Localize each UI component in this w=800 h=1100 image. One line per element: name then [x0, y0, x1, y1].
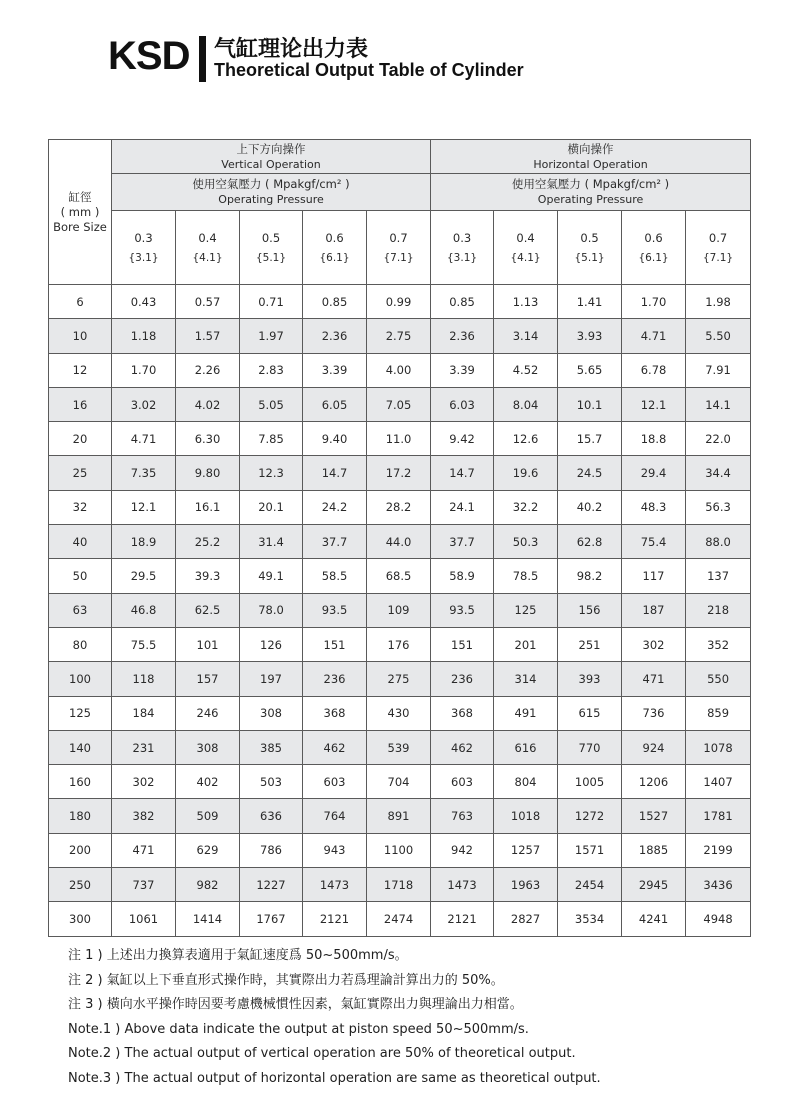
vertical-output-cell: 1227 — [240, 868, 303, 902]
horizontal-output-cell: 56.3 — [686, 490, 751, 524]
vertical-output-cell: 509 — [176, 799, 240, 833]
horizontal-output-cell: 58.9 — [431, 559, 494, 593]
horizontal-output-cell: 32.2 — [494, 490, 558, 524]
pressure-kgf: {3.1} — [447, 251, 478, 264]
horizontal-output-cell: 14.1 — [686, 387, 751, 421]
horizontal-output-cell: 4.71 — [622, 319, 686, 353]
table-row — [49, 593, 751, 627]
horizontal-output-cell: 3.39 — [431, 353, 494, 387]
vertical-output-cell: 20.1 — [240, 490, 303, 524]
horizontal-output-cell: 6.78 — [622, 353, 686, 387]
vertical-output-cell: 12.3 — [240, 456, 303, 490]
vertical-output-cell: 402 — [176, 765, 240, 799]
bore-size-cell: 6 — [49, 285, 112, 319]
pressure-mpa: 0.5 — [580, 230, 599, 245]
pressure-header-cell — [303, 211, 367, 285]
vertical-output-cell: 118 — [112, 662, 176, 696]
vertical-output-cell: 462 — [303, 730, 367, 764]
horizontal-output-cell: 1963 — [494, 868, 558, 902]
note-1-en: Note.1 ) Above data indicate the output at piston speed 50~500mm/s. — [68, 1021, 529, 1037]
pressure-header-cell — [367, 211, 431, 285]
table-row — [49, 765, 751, 799]
horizontal-output-cell: 48.3 — [622, 490, 686, 524]
vertical-output-cell: 6.05 — [303, 387, 367, 421]
horizontal-output-cell: 2454 — [558, 868, 622, 902]
horizontal-output-cell: 3.93 — [558, 319, 622, 353]
bore-size-cell: 100 — [49, 662, 112, 696]
table-row — [49, 456, 751, 490]
vertical-output-cell: 78.0 — [240, 593, 303, 627]
vertical-output-cell: 12.1 — [112, 490, 176, 524]
bore-size-cell: 63 — [49, 593, 112, 627]
horizontal-output-cell: 1078 — [686, 730, 751, 764]
vertical-output-cell: 44.0 — [367, 525, 431, 559]
bore-size-cell: 32 — [49, 490, 112, 524]
vertical-output-cell: 982 — [176, 868, 240, 902]
pressure-mpa: 0.4 — [198, 230, 217, 245]
pressure-mpa: 0.3 — [134, 230, 153, 245]
vertical-output-cell: 231 — [112, 730, 176, 764]
vertical-output-cell: 109 — [367, 593, 431, 627]
horizontal-output-cell: 3.14 — [494, 319, 558, 353]
horizontal-output-cell: 10.1 — [558, 387, 622, 421]
note-1-cn: 注 1 ) 上述出力換算表適用于氣缸速度爲 50~500mm/s。 — [68, 948, 408, 963]
bore-size-cell: 10 — [49, 319, 112, 353]
vertical-output-cell: 3.02 — [112, 387, 176, 421]
vertical-output-cell: 1.18 — [112, 319, 176, 353]
vertical-output-cell: 2121 — [303, 902, 367, 936]
vertical-output-cell: 385 — [240, 730, 303, 764]
vertical-output-cell: 0.85 — [303, 285, 367, 319]
bore-size-cell: 80 — [49, 627, 112, 661]
horizontal-output-cell: 236 — [431, 662, 494, 696]
horizontal-output-cell: 3534 — [558, 902, 622, 936]
vertical-output-cell: 382 — [112, 799, 176, 833]
vertical-output-cell: 1.70 — [112, 353, 176, 387]
horizontal-output-cell: 201 — [494, 627, 558, 661]
horizontal-output-cell: 352 — [686, 627, 751, 661]
bore-size-cell: 250 — [49, 868, 112, 902]
table-row — [49, 490, 751, 524]
pressure-header-cell — [431, 211, 494, 285]
vertical-output-cell: 7.85 — [240, 422, 303, 456]
vertical-output-cell: 62.5 — [176, 593, 240, 627]
table-row — [49, 868, 751, 902]
vertical-output-cell: 471 — [112, 833, 176, 867]
vertical-output-cell: 1473 — [303, 868, 367, 902]
vertical-output-cell: 11.0 — [367, 422, 431, 456]
vertical-output-cell: 6.30 — [176, 422, 240, 456]
vertical-output-cell: 786 — [240, 833, 303, 867]
vertical-output-cell: 2.26 — [176, 353, 240, 387]
horizontal-output-cell: 1.41 — [558, 285, 622, 319]
horizontal-output-cell: 462 — [431, 730, 494, 764]
vertical-output-cell: 9.40 — [303, 422, 367, 456]
horizontal-output-cell: 0.85 — [431, 285, 494, 319]
vertical-output-cell: 1061 — [112, 902, 176, 936]
vertical-output-cell: 1100 — [367, 833, 431, 867]
bore-size-cell: 180 — [49, 799, 112, 833]
bore-size-cell: 25 — [49, 456, 112, 490]
vertical-output-cell: 101 — [176, 627, 240, 661]
vertical-output-cell: 1767 — [240, 902, 303, 936]
horizontal-output-cell: 29.4 — [622, 456, 686, 490]
horizontal-output-cell: 1018 — [494, 799, 558, 833]
horizontal-output-cell: 603 — [431, 765, 494, 799]
vertical-pressure-cn: 使用空氣壓力 ( Mpakgf/cm² ) — [192, 177, 350, 191]
horizontal-output-cell: 393 — [558, 662, 622, 696]
vertical-output-cell: 636 — [240, 799, 303, 833]
vertical-title-cn: 上下方向操作 — [236, 141, 306, 156]
horizontal-output-cell: 2199 — [686, 833, 751, 867]
horizontal-output-cell: 2121 — [431, 902, 494, 936]
horizontal-output-cell: 804 — [494, 765, 558, 799]
vertical-output-cell: 2.36 — [303, 319, 367, 353]
bore-size-cell: 20 — [49, 422, 112, 456]
vertical-output-cell: 246 — [176, 696, 240, 730]
bore-header-unit: ( mm ) — [60, 204, 100, 219]
note-2-cn: 注 2 ) 氣缸以上下垂直形式操作時，其實際出力若爲理論計算出力的 50%。 — [68, 972, 504, 988]
note-2-en: Note.2 ) The actual output of vertical operation are 50% of theoretical output. — [68, 1046, 576, 1061]
vertical-output-cell: 2474 — [367, 902, 431, 936]
vertical-operation-header — [112, 140, 431, 174]
horizontal-output-cell: 770 — [558, 730, 622, 764]
horizontal-output-cell: 2827 — [494, 902, 558, 936]
vertical-output-cell: 1.97 — [240, 319, 303, 353]
horizontal-output-cell: 4.52 — [494, 353, 558, 387]
pressure-header-cell — [622, 211, 686, 285]
vertical-output-cell: 197 — [240, 662, 303, 696]
horizontal-output-cell: 4948 — [686, 902, 751, 936]
horizontal-output-cell: 1407 — [686, 765, 751, 799]
vertical-output-cell: 368 — [303, 696, 367, 730]
horizontal-output-cell: 2945 — [622, 868, 686, 902]
pressure-kgf: {3.1} — [128, 251, 159, 264]
horizontal-output-cell: 93.5 — [431, 593, 494, 627]
horizontal-output-cell: 491 — [494, 696, 558, 730]
pressure-mpa: 0.6 — [644, 230, 663, 245]
horizontal-output-cell: 615 — [558, 696, 622, 730]
horizontal-output-cell: 3436 — [686, 868, 751, 902]
horizontal-output-cell: 98.2 — [558, 559, 622, 593]
vertical-output-cell: 18.9 — [112, 525, 176, 559]
horizontal-output-cell: 1206 — [622, 765, 686, 799]
horizontal-output-cell: 125 — [494, 593, 558, 627]
vertical-output-cell: 7.05 — [367, 387, 431, 421]
vertical-output-cell: 31.4 — [240, 525, 303, 559]
vertical-output-cell: 4.00 — [367, 353, 431, 387]
horizontal-pressure-cn: 使用空氣壓力 ( Mpakgf/cm² ) — [511, 177, 670, 191]
horizontal-output-cell: 37.7 — [431, 525, 494, 559]
horizontal-output-cell: 14.7 — [431, 456, 494, 490]
vertical-pressure-header — [112, 174, 431, 211]
horizontal-output-cell: 4241 — [622, 902, 686, 936]
horizontal-output-cell: 1.98 — [686, 285, 751, 319]
vertical-output-cell: 184 — [112, 696, 176, 730]
pressure-header-cell — [240, 211, 303, 285]
vertical-output-cell: 49.1 — [240, 559, 303, 593]
horizontal-output-cell: 1.70 — [622, 285, 686, 319]
horizontal-output-cell: 18.8 — [622, 422, 686, 456]
vertical-output-cell: 126 — [240, 627, 303, 661]
horizontal-output-cell: 1571 — [558, 833, 622, 867]
horizontal-pressure-en: Operating Pressure — [537, 193, 644, 206]
note-3-cn: 注 3 ) 橫向水平操作時因要考慮機械慣性因素，氣缸實際出力與理論出力相當。 — [68, 997, 523, 1012]
horizontal-output-cell: 6.03 — [431, 387, 494, 421]
vertical-output-cell: 2.83 — [240, 353, 303, 387]
horizontal-output-cell: 117 — [622, 559, 686, 593]
table-row — [49, 422, 751, 456]
pressure-mpa: 0.4 — [516, 230, 535, 245]
table-row — [49, 799, 751, 833]
vertical-pressure-en: Operating Pressure — [218, 193, 324, 206]
horizontal-output-cell: 8.04 — [494, 387, 558, 421]
horizontal-output-cell: 40.2 — [558, 490, 622, 524]
vertical-output-cell: 1414 — [176, 902, 240, 936]
horizontal-output-cell: 62.8 — [558, 525, 622, 559]
vertical-output-cell: 704 — [367, 765, 431, 799]
horizontal-output-cell: 924 — [622, 730, 686, 764]
horizontal-output-cell: 1473 — [431, 868, 494, 902]
pressure-kgf: {7.1} — [383, 251, 414, 264]
pressure-mpa: 0.3 — [452, 230, 472, 245]
pressure-kgf: {4.1} — [510, 251, 541, 264]
vertical-output-cell: 430 — [367, 696, 431, 730]
bore-header-en: Bore Size — [53, 219, 107, 234]
horizontal-output-cell: 24.5 — [558, 456, 622, 490]
horizontal-output-cell: 5.50 — [686, 319, 751, 353]
horizontal-output-cell: 15.7 — [558, 422, 622, 456]
horizontal-output-cell: 2.36 — [431, 319, 494, 353]
horizontal-output-cell: 7.91 — [686, 353, 751, 387]
vertical-output-cell: 236 — [303, 662, 367, 696]
pressure-header-cell — [112, 211, 176, 285]
horizontal-output-cell: 9.42 — [431, 422, 494, 456]
table-row — [49, 353, 751, 387]
horizontal-output-cell: 19.6 — [494, 456, 558, 490]
pressure-mpa: 0.5 — [261, 230, 281, 245]
horizontal-output-cell: 302 — [622, 627, 686, 661]
horizontal-pressure-header — [431, 174, 751, 211]
bore-size-header — [49, 140, 112, 285]
horizontal-output-cell: 5.65 — [558, 353, 622, 387]
vertical-output-cell: 943 — [303, 833, 367, 867]
horizontal-output-cell: 1005 — [558, 765, 622, 799]
table-row — [49, 559, 751, 593]
vertical-output-cell: 539 — [367, 730, 431, 764]
horizontal-output-cell: 78.5 — [494, 559, 558, 593]
brand-logo: KSD — [108, 34, 190, 78]
horizontal-output-cell: 763 — [431, 799, 494, 833]
vertical-output-cell: 629 — [176, 833, 240, 867]
horizontal-output-cell: 151 — [431, 627, 494, 661]
horizontal-output-cell: 50.3 — [494, 525, 558, 559]
note-3-en: Note.3 ) The actual output of horizontal operation are same as theoretical output. — [68, 1070, 601, 1086]
horizontal-output-cell: 1.13 — [494, 285, 558, 319]
title-divider-bar — [199, 36, 206, 82]
vertical-title-en: Vertical Operation — [221, 157, 321, 171]
horizontal-output-cell: 12.6 — [494, 422, 558, 456]
pressure-header-cell — [558, 211, 622, 285]
horizontal-output-cell: 34.4 — [686, 456, 751, 490]
pressure-header-cell — [494, 211, 558, 285]
horizontal-output-cell: 22.0 — [686, 422, 751, 456]
pressure-mpa: 0.7 — [708, 230, 728, 245]
horizontal-output-cell: 156 — [558, 593, 622, 627]
horizontal-output-cell: 368 — [431, 696, 494, 730]
vertical-output-cell: 0.71 — [240, 285, 303, 319]
vertical-output-cell: 1718 — [367, 868, 431, 902]
bore-header-cn: 缸徑 — [68, 189, 92, 204]
horizontal-output-cell: 616 — [494, 730, 558, 764]
vertical-output-cell: 39.3 — [176, 559, 240, 593]
table-row — [49, 833, 751, 867]
horizontal-title-cn: 横向操作 — [567, 141, 614, 156]
bore-size-cell: 300 — [49, 902, 112, 936]
vertical-output-cell: 58.5 — [303, 559, 367, 593]
vertical-output-cell: 25.2 — [176, 525, 240, 559]
vertical-output-cell: 9.80 — [176, 456, 240, 490]
bore-size-cell: 140 — [49, 730, 112, 764]
table-row — [49, 662, 751, 696]
vertical-output-cell: 29.5 — [112, 559, 176, 593]
vertical-output-cell: 0.99 — [367, 285, 431, 319]
pressure-kgf: {4.1} — [192, 251, 223, 264]
table-row — [49, 696, 751, 730]
page-title-en: Theoretical Output Table of Cylinder — [214, 60, 524, 80]
vertical-output-cell: 14.7 — [303, 456, 367, 490]
table-row — [49, 387, 751, 421]
notes-section — [68, 944, 768, 1091]
bore-size-cell: 50 — [49, 559, 112, 593]
horizontal-output-cell: 1781 — [686, 799, 751, 833]
vertical-output-cell: 176 — [367, 627, 431, 661]
horizontal-output-cell: 736 — [622, 696, 686, 730]
vertical-output-cell: 7.35 — [112, 456, 176, 490]
vertical-output-cell: 603 — [303, 765, 367, 799]
horizontal-output-cell: 88.0 — [686, 525, 751, 559]
horizontal-output-cell: 218 — [686, 593, 751, 627]
horizontal-output-cell: 859 — [686, 696, 751, 730]
bore-size-cell: 125 — [49, 696, 112, 730]
horizontal-output-cell: 471 — [622, 662, 686, 696]
vertical-output-cell: 2.75 — [367, 319, 431, 353]
vertical-output-cell: 3.39 — [303, 353, 367, 387]
vertical-output-cell: 302 — [112, 765, 176, 799]
horizontal-output-cell: 550 — [686, 662, 751, 696]
pressure-header-cell — [176, 211, 240, 285]
horizontal-output-cell: 251 — [558, 627, 622, 661]
bore-size-cell: 16 — [49, 387, 112, 421]
horizontal-output-cell: 314 — [494, 662, 558, 696]
table-row — [49, 730, 751, 764]
horizontal-title-en: Horizontal Operation — [533, 157, 648, 171]
horizontal-output-cell: 942 — [431, 833, 494, 867]
table-row — [49, 627, 751, 661]
bore-size-cell: 160 — [49, 765, 112, 799]
table-row — [49, 525, 751, 559]
pressure-kgf: {6.1} — [638, 251, 669, 264]
vertical-output-cell: 737 — [112, 868, 176, 902]
pressure-kgf: {5.1} — [255, 251, 287, 264]
vertical-output-cell: 157 — [176, 662, 240, 696]
vertical-output-cell: 0.57 — [176, 285, 240, 319]
bore-size-cell: 200 — [49, 833, 112, 867]
vertical-output-cell: 16.1 — [176, 490, 240, 524]
table-row — [49, 285, 751, 319]
vertical-output-cell: 891 — [367, 799, 431, 833]
vertical-output-cell: 308 — [176, 730, 240, 764]
pressure-header-cell — [686, 211, 751, 285]
pressure-mpa: 0.6 — [325, 230, 344, 245]
vertical-output-cell: 0.43 — [112, 285, 176, 319]
pressure-kgf: {7.1} — [703, 251, 734, 264]
vertical-output-cell: 37.7 — [303, 525, 367, 559]
vertical-output-cell: 4.02 — [176, 387, 240, 421]
horizontal-output-cell: 1527 — [622, 799, 686, 833]
horizontal-output-cell: 1257 — [494, 833, 558, 867]
vertical-output-cell: 503 — [240, 765, 303, 799]
vertical-output-cell: 28.2 — [367, 490, 431, 524]
page-title-cn: 气缸理论出力表 — [214, 37, 369, 62]
vertical-output-cell: 764 — [303, 799, 367, 833]
vertical-output-cell: 275 — [367, 662, 431, 696]
vertical-output-cell: 93.5 — [303, 593, 367, 627]
pressure-kgf: {5.1} — [574, 251, 605, 264]
vertical-output-cell: 4.71 — [112, 422, 176, 456]
horizontal-output-cell: 1885 — [622, 833, 686, 867]
table-row — [49, 902, 751, 936]
pressure-values-row — [49, 211, 751, 285]
bore-size-cell: 12 — [49, 353, 112, 387]
pressure-kgf: {6.1} — [319, 251, 350, 264]
vertical-output-cell: 46.8 — [112, 593, 176, 627]
vertical-output-cell: 5.05 — [240, 387, 303, 421]
vertical-output-cell: 1.57 — [176, 319, 240, 353]
vertical-output-cell: 151 — [303, 627, 367, 661]
horizontal-output-cell: 12.1 — [622, 387, 686, 421]
horizontal-output-cell: 187 — [622, 593, 686, 627]
output-table — [48, 139, 751, 937]
vertical-output-cell: 308 — [240, 696, 303, 730]
vertical-output-cell: 75.5 — [112, 627, 176, 661]
vertical-output-cell: 68.5 — [367, 559, 431, 593]
horizontal-operation-header — [431, 140, 751, 174]
horizontal-output-cell: 1272 — [558, 799, 622, 833]
horizontal-output-cell: 24.1 — [431, 490, 494, 524]
pressure-mpa: 0.7 — [389, 230, 408, 245]
bore-size-cell: 40 — [49, 525, 112, 559]
horizontal-output-cell: 75.4 — [622, 525, 686, 559]
vertical-output-cell: 17.2 — [367, 456, 431, 490]
vertical-output-cell: 24.2 — [303, 490, 367, 524]
horizontal-output-cell: 137 — [686, 559, 751, 593]
table-row — [49, 319, 751, 353]
output-table-body — [49, 285, 751, 937]
